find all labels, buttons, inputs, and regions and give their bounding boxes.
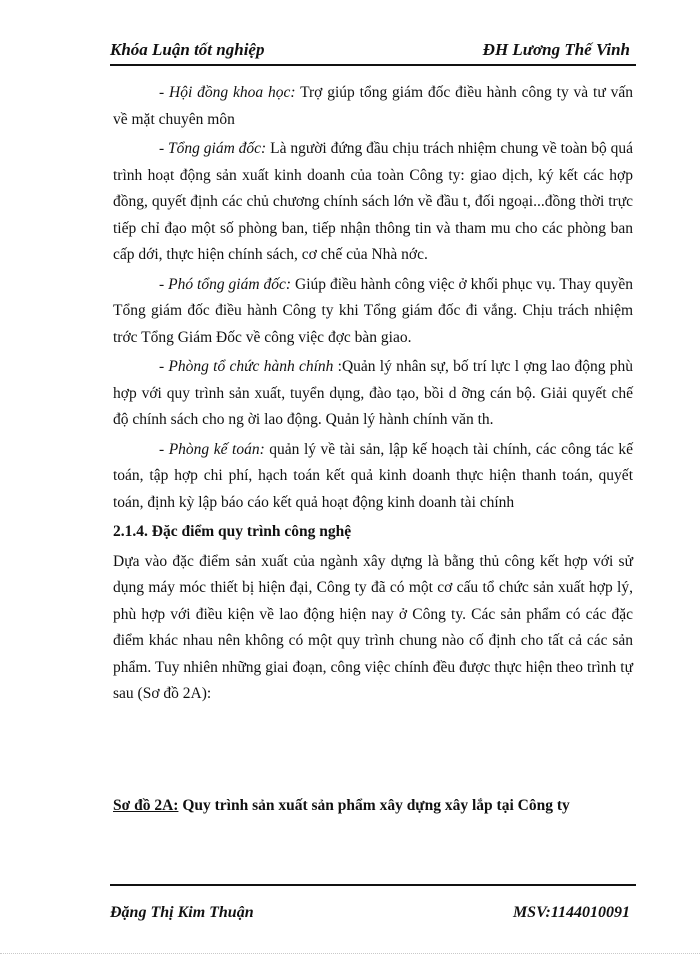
diagram-caption: [113, 797, 570, 815]
header-left-title: Khóa Luận tốt nghiệp: [110, 40, 265, 59]
paragraph-pho-tong-giam-doc: [113, 272, 633, 352]
paragraph-phong-to-chuc-hanh-chinh: [113, 354, 633, 434]
paragraph-text: Là người đứng đầu chịu trách nhiệm chung về toàn bộ quá trình hoạt động sản xuất kinh doanh của toàn Công ty: giao dịch, ký kết các hợp đồng, quyết định các chủ chương chính sách lớn về đầu t, đối ngoại...đồng thời trực tiếp chỉ đạo một số phòng ban, tiếp nhận thông tin và tham mu cho các phòng ban cấp dới, thực hiện chính sách, cơ chế của Nhà nớc.: [113, 140, 634, 263]
paragraph-tong-giam-doc: [113, 136, 633, 269]
page-edge-divider: [0, 953, 700, 954]
caption-text: Quy trình sản xuất sản phẩm xây dựng xây lắp tại Công ty: [178, 797, 570, 814]
page-header: [110, 40, 636, 66]
header-right-title: ĐH Lương Thế Vinh: [482, 40, 630, 59]
paragraph-text: Trợ giúp tổng giám đốc điều hành công ty và tư vấn về mặt chuyên môn: [113, 84, 633, 128]
paragraph-label: - Phó tổng giám đốc:: [159, 275, 292, 293]
paragraph-hoi-dong-khoa-hoc: [113, 80, 633, 133]
caption-label: Sơ đồ 2A:: [113, 797, 179, 814]
paragraph-text: :Quản lý nhân sự, bố trí lực l ợng lao động phù hợp với quy trình sản xuất, tuyển dụng, đào tạo, bồi d ỡng cán bộ. Giải quyết chế độ chính sách cho ng ời lao động. Quản lý hành chính văn th.: [113, 358, 633, 428]
paragraph-text: Giúp điều hành công việc ở khối phục vụ. Thay quyền Tổng giám đốc điều hành Công ty khi Tổng giám đốc đi vắng. Chịu trách nhiệm trớc Tổng Giám Đốc về công việc đợc bàn giao.: [113, 275, 633, 346]
footer-student-id: MSV:1144010091: [512, 904, 630, 921]
document-body: [113, 80, 633, 711]
paragraph-label: - Hội đồng khoa học:: [159, 84, 296, 101]
page-footer: [110, 884, 636, 924]
section-body: Dựa vào đặc điểm sản xuất của ngành xây dựng là bằng thủ công kết hợp với sử dụng máy móc thiết bị hiện đại, Công ty đã có một cơ cấu tổ chức sản xuất hợp lý, phù hợp với điều kiện về lao động hiện nay ở Công ty. Các sản phẩm có các đặc điểm khác nhau nên không có một quy trình chung nào cố định cho tất cả các sản phẩm. Tuy nhiên những giai đoạn, công việc chính đều được thực hiện theo trình tự sau (Sơ đồ 2A):: [113, 552, 633, 702]
paragraph-label: - Phòng kế toán:: [159, 440, 265, 458]
section-heading: 2.1.4. Đặc điểm quy trình công nghệ: [113, 523, 352, 540]
footer-author: Đặng Thị Kim Thuận: [110, 904, 254, 921]
paragraph-phong-ke-toan: [113, 437, 633, 517]
paragraph-label: - Phòng tổ chức hành chính: [159, 358, 334, 375]
paragraph-label: - Tổng giám đốc:: [159, 140, 267, 157]
paragraph-text: quản lý về tài sản, lập kế hoạch tài chính, các công tác kế toán, tập hợp chi phí, hạch toán kết quả kinh doanh thực hiện thanh toán, quyết toán, định kỳ lập báo cáo kết quả hoạt động kinh doanh tài chính: [113, 440, 634, 511]
